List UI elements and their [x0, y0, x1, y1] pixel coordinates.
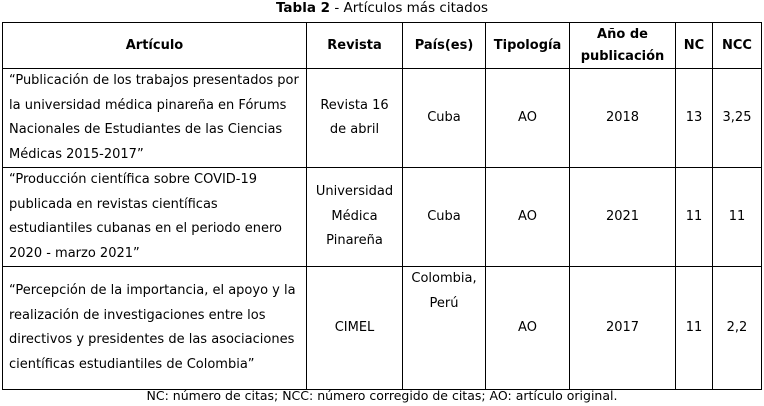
header-anio-line1: Año de: [597, 26, 648, 42]
header-anio: [570, 23, 676, 69]
table-row: [3, 168, 762, 267]
cell-ncc: 3,25: [713, 69, 762, 168]
table-caption: [0, 0, 764, 16]
header-articulo: Artículo: [3, 23, 307, 69]
cell-revista: CIMEL: [307, 267, 403, 390]
cell-ncc: 2,2: [713, 267, 762, 390]
header-nc: NC: [676, 23, 713, 69]
cell-revista: Universidad Médica Pinareña: [307, 168, 403, 267]
header-tipologia: Tipología: [486, 23, 570, 69]
caption-separator: -: [330, 0, 344, 16]
cell-paises: Cuba: [403, 69, 486, 168]
cell-tipologia: AO: [486, 168, 570, 267]
header-paises: País(es): [403, 23, 486, 69]
header-anio-line2: publicación: [580, 48, 665, 64]
cell-anio: 2018: [570, 69, 676, 168]
cell-paises: Cuba: [403, 168, 486, 267]
cell-anio: 2017: [570, 267, 676, 390]
cell-paises: Colombia, Perú: [403, 267, 486, 390]
header-ncc: NCC: [713, 23, 762, 69]
caption-title: Artículos más citados: [343, 0, 489, 16]
caption-label: Tabla 2: [275, 0, 331, 16]
cell-articulo: “Producción científica sobre COVID-19 publicada en revistas científicas estudiantiles cubanas en el periodo enero 2020 - marzo 2021”: [3, 168, 307, 267]
cell-articulo: “Publicación de los trabajos presentados por la universidad médica pinareña en Fórums Nacionales de Estudiantes de las Ciencias Médicas 2015-2017”: [3, 69, 307, 168]
cell-revista: Revista 16 de abril: [307, 69, 403, 168]
table-footnote: NC: número de citas; NCC: número corregido de citas; AO: artículo original.: [146, 388, 618, 403]
cell-nc: 11: [676, 267, 713, 390]
cell-anio: 2021: [570, 168, 676, 267]
cell-tipologia: AO: [486, 69, 570, 168]
cell-ncc: 11: [713, 168, 762, 267]
table-row: [3, 69, 762, 168]
cell-tipologia: AO: [486, 267, 570, 390]
cell-nc: 11: [676, 168, 713, 267]
citations-table: [2, 22, 762, 390]
header-row: [3, 23, 762, 69]
table-row: [3, 267, 762, 390]
header-revista: Revista: [307, 23, 403, 69]
cell-articulo: “Percepción de la importancia, el apoyo y la realización de investigaciones entre los directivos y presidentes de las asociaciones científicas estudiantiles de Colombia”: [3, 267, 307, 390]
cell-nc: 13: [676, 69, 713, 168]
